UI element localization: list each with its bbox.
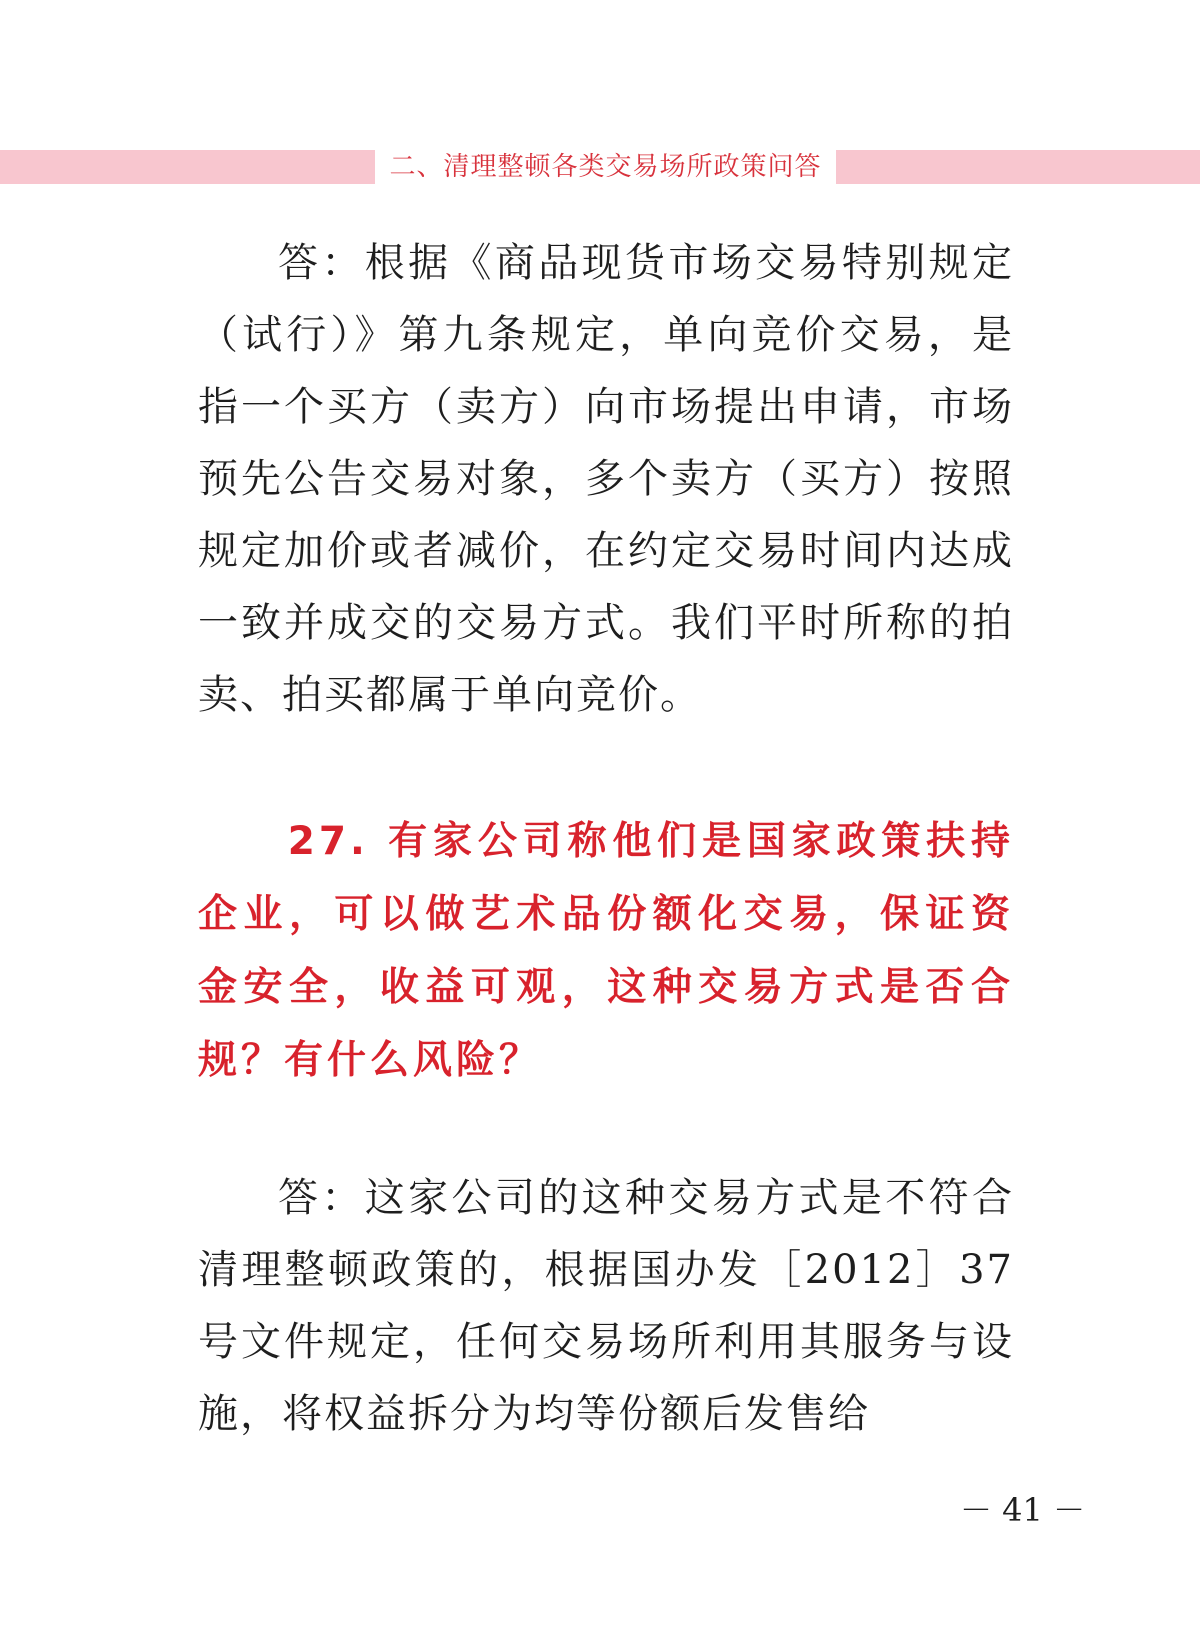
section-header — [0, 150, 1200, 184]
answer-paragraph-1: 答：根据《商品现货市场交易特别规定（试行）》第九条规定，单向竞价交易，是指一个买方（卖方）向市场提出申请，市场预先公告交易对象，多个卖方（买方）按照规定加价或者减价，在约定交易时间内达成一致并成交的交易方式。我们平时所称的拍卖、拍买都属于单向竞价。 — [198, 240, 1014, 718]
section-title: 二、清理整顿各类交易场所政策问答 — [389, 152, 822, 182]
answer-paragraph-2: 答：这家公司的这种交易方式是不符合清理整顿政策的，根据国办发［2012］37号文件规定，任何交易场所利用其服务与设施，将权益拆分为均等份额后发售给 — [198, 1175, 1014, 1437]
header-band-left — [0, 150, 375, 184]
question-27-heading: 27. 有家公司称他们是国家政策扶持企业，可以做艺术品份额化交易，保证资金安全，收益可观，这种交易方式是否合规？有什么风险？ — [198, 819, 1014, 1083]
header-band-right — [836, 150, 1200, 184]
page-number: － 41 － — [960, 1491, 1086, 1529]
